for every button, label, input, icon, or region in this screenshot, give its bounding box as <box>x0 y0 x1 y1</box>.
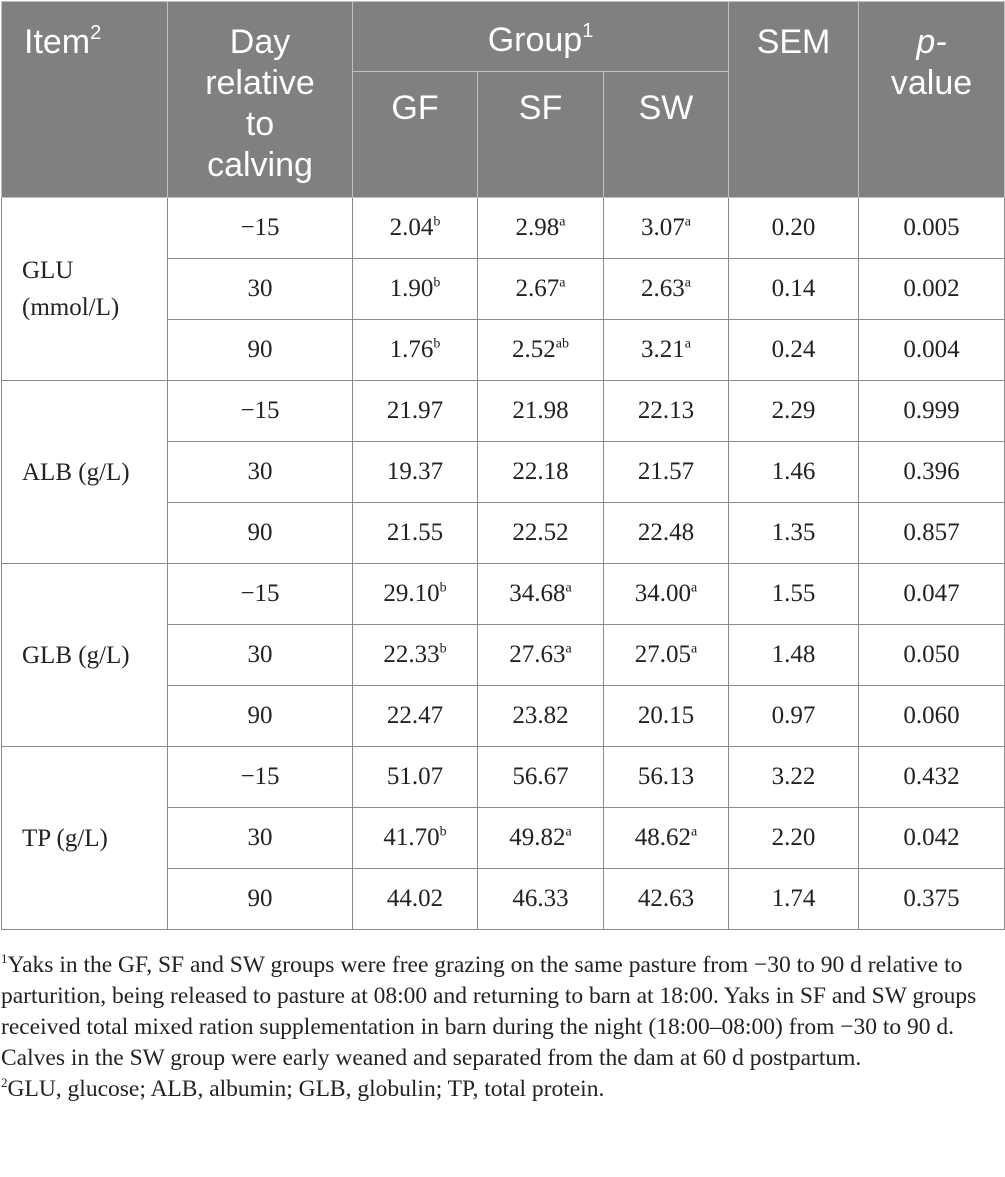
cell-p: 0.004 <box>859 320 1005 381</box>
cell-p: 0.857 <box>859 503 1005 564</box>
item-label: TP (g/L) <box>22 824 108 852</box>
header-gf: GF <box>353 72 478 198</box>
cell-day: 90 <box>168 503 353 564</box>
cell-sem: 0.24 <box>729 320 859 381</box>
cell-sem: 1.48 <box>729 625 859 686</box>
cell-day: −15 <box>168 381 353 442</box>
table-row <box>2 381 1005 442</box>
header-day-line: to <box>245 105 275 143</box>
cell-day: 30 <box>168 442 353 503</box>
cell-sem: 1.74 <box>729 869 859 930</box>
cell-day: 90 <box>168 320 353 381</box>
footnote-1 <box>1 950 1001 1074</box>
cell-gf: 41.70$^b$ <box>353 808 478 869</box>
cell-gf: 22.47 <box>353 686 478 747</box>
cell-gf: 29.10$^b$ <box>353 564 478 625</box>
table-row <box>2 198 1005 259</box>
header-sf: SF <box>478 72 604 198</box>
cell-gf: 51.07 <box>353 747 478 808</box>
table-row <box>2 564 1005 625</box>
cell-sw: 27.05$^a$ <box>604 625 729 686</box>
cell-p: 0.375 <box>859 869 1005 930</box>
cell-day: 90 <box>168 686 353 747</box>
header-item-footnote: 2 <box>90 21 102 44</box>
cell-gf: 22.33$^b$ <box>353 625 478 686</box>
cell-sw: 56.13 <box>604 747 729 808</box>
cell-sem: 2.29 <box>729 381 859 442</box>
cell-sw: 21.57 <box>604 442 729 503</box>
header-sem: SEM <box>729 2 859 198</box>
header-sw: SW <box>604 72 729 198</box>
table-row <box>2 747 1005 808</box>
cell-sw: 42.63 <box>604 869 729 930</box>
header-p-value-line2: value <box>890 64 973 102</box>
header-group-label: Group <box>487 21 583 59</box>
cell-p: 0.396 <box>859 442 1005 503</box>
cell-p: 0.432 <box>859 747 1005 808</box>
cell-gf: 2.04$^b$ <box>353 198 478 259</box>
cell-sf: 34.68$^a$ <box>478 564 604 625</box>
item-label: GLB (g/L) <box>22 641 130 669</box>
header-day-line: relative <box>205 64 315 102</box>
header-item <box>2 2 168 198</box>
cell-day: −15 <box>168 198 353 259</box>
cell-sw: 3.07$^a$ <box>604 198 729 259</box>
cell-p: 0.050 <box>859 625 1005 686</box>
cell-sf: 2.98$^a$ <box>478 198 604 259</box>
footnote-2-text: GLU, glucose; ALB, albumin; GLB, globulin; TP, total protein. <box>7 1076 605 1102</box>
cell-sf: 46.33 <box>478 869 604 930</box>
header-day-line: calving <box>207 146 313 184</box>
cell-day: 30 <box>168 808 353 869</box>
cell-p: 0.002 <box>859 259 1005 320</box>
cell-sw: 22.13 <box>604 381 729 442</box>
cell-p: 0.999 <box>859 381 1005 442</box>
cell-sw: 48.62$^a$ <box>604 808 729 869</box>
cell-sem: 1.55 <box>729 564 859 625</box>
cell-gf: 1.76$^b$ <box>353 320 478 381</box>
cell-sem: 1.46 <box>729 442 859 503</box>
header-day-relative <box>168 2 353 198</box>
header-p-value <box>859 2 1005 198</box>
header-group <box>353 2 729 72</box>
cell-p: 0.047 <box>859 564 1005 625</box>
cell-sf: 23.82 <box>478 686 604 747</box>
item-glu <box>2 198 168 381</box>
data-table <box>1 1 1005 930</box>
header-p-value-line1: p- <box>916 23 947 61</box>
cell-sw: 2.63$^a$ <box>604 259 729 320</box>
cell-sf: 27.63$^a$ <box>478 625 604 686</box>
cell-gf: 21.55 <box>353 503 478 564</box>
item-label: ALB (g/L) <box>22 458 130 486</box>
cell-sw: 3.21$^a$ <box>604 320 729 381</box>
cell-day: 30 <box>168 625 353 686</box>
cell-gf: 19.37 <box>353 442 478 503</box>
cell-sf: 22.52 <box>478 503 604 564</box>
header-day-line: Day <box>229 23 291 61</box>
item-tp <box>2 747 168 930</box>
footnote-1-marker: 1 <box>1 951 8 967</box>
cell-sem: 3.22 <box>729 747 859 808</box>
cell-sem: 0.14 <box>729 259 859 320</box>
cell-gf: 21.97 <box>353 381 478 442</box>
cell-sf: 22.18 <box>478 442 604 503</box>
item-glb <box>2 564 168 747</box>
item-alb <box>2 381 168 564</box>
cell-sw: 22.48 <box>604 503 729 564</box>
cell-day: 30 <box>168 259 353 320</box>
header-group-footnote: 1 <box>582 19 594 42</box>
item-unit: (mmol/L) <box>22 294 120 321</box>
header-item-label: Item <box>24 23 91 61</box>
cell-gf: 44.02 <box>353 869 478 930</box>
item-label: GLU <box>22 257 74 284</box>
cell-p: 0.060 <box>859 686 1005 747</box>
cell-sem: 2.20 <box>729 808 859 869</box>
cell-sem: 0.20 <box>729 198 859 259</box>
cell-p: 0.042 <box>859 808 1005 869</box>
cell-sw: 34.00$^a$ <box>604 564 729 625</box>
cell-sf: 2.67$^a$ <box>478 259 604 320</box>
cell-p: 0.005 <box>859 198 1005 259</box>
footnote-1-text: Yaks in the GF, SF and SW groups were free grazing on the same pasture from −30 to 90 d relative to parturition, being released to pasture at 08:00 and returning to barn at 18:00. Yaks in SF and SW groups received total mixed ration supplementation in barn during the night (18:00–08:00) from −30 to 90 d. Calves in the SW group were early weaned and separated from the dam at 60 d postpartum. <box>1 952 977 1071</box>
cell-sw: 20.15 <box>604 686 729 747</box>
cell-gf: 1.90$^b$ <box>353 259 478 320</box>
cell-sf: 56.67 <box>478 747 604 808</box>
cell-day: 90 <box>168 869 353 930</box>
cell-day: −15 <box>168 747 353 808</box>
cell-sf: 21.98 <box>478 381 604 442</box>
cell-sf: 49.82$^a$ <box>478 808 604 869</box>
footnote-2-marker: 2 <box>1 1075 8 1091</box>
cell-sf: 2.52$^{ab}$ <box>478 320 604 381</box>
cell-sem: 1.35 <box>729 503 859 564</box>
table-footnotes <box>1 950 1001 1105</box>
cell-day: −15 <box>168 564 353 625</box>
cell-sem: 0.97 <box>729 686 859 747</box>
footnote-2 <box>1 1074 1001 1105</box>
